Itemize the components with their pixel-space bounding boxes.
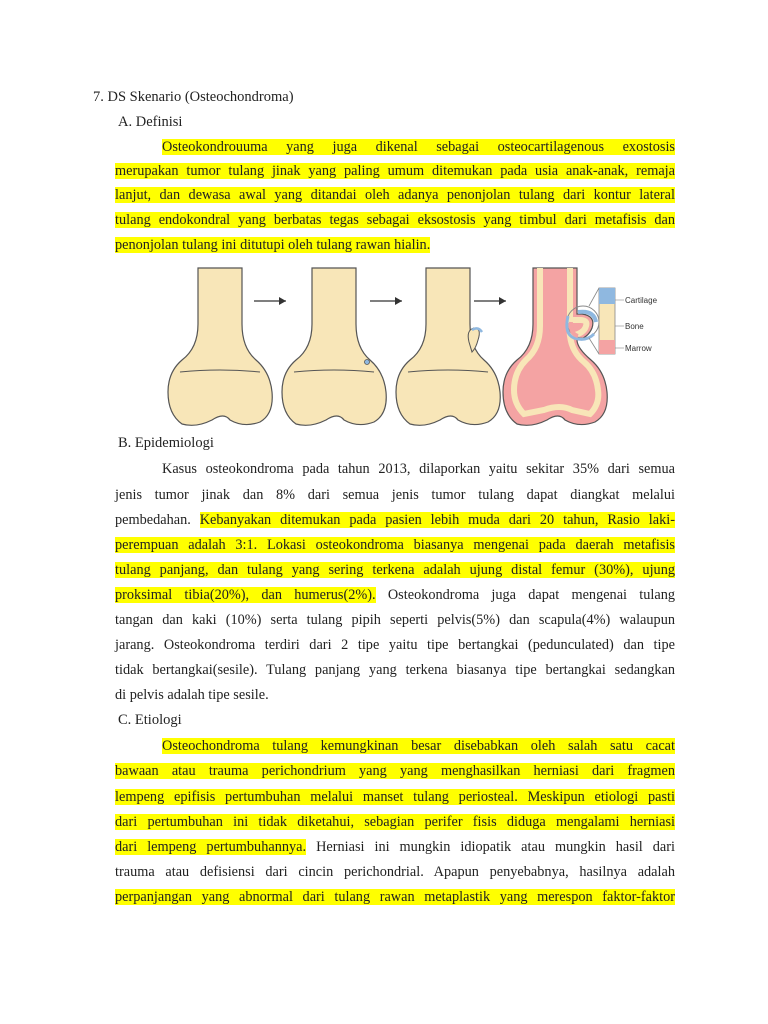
paragraph-line: pembedahan. Kebanyakan ditemukan pada pasien lebih muda dari 20 tahun, Rasio laki- [115, 512, 676, 528]
paragraph-line: tulang panjang, dan tulang yang sering terkena adalah ujung distal femur (30%), ujung [115, 562, 675, 578]
paragraph-line: merupakan tumor tulang jinak yang paling umum ditemukan pada usia anak-anak, remaja [115, 163, 675, 179]
paragraph-line: Kasus osteokondroma pada tahun 2013, dilaporkan yaitu sekitar 35% dari semua [162, 461, 675, 477]
paragraph-line: perempuan adalah 3:1. Lokasi osteokondroma biasanya mengenai pada daerah metafisis [115, 537, 675, 553]
paragraph-line: bawaan atau trauma perichondrium yang yang menghasilkan herniasi dari fragmen [115, 763, 675, 779]
heading-epidemiologi: B. Epidemiologi [118, 435, 214, 451]
paragraph-line: perpanjangan yang abnormal dari tulang rawan metaplastik yang merespon faktor-faktor [115, 889, 675, 905]
section-title: 7. DS Skenario (Osteochondroma) [93, 89, 294, 105]
paragraph-line: trauma atau defisiensi dari cincin perichondrial. Apapun penyebabnya, hasilnya adalah [115, 864, 675, 880]
paragraph-line: penonjolan tulang ini ditutupi oleh tulang rawan hialin. [115, 237, 431, 253]
paragraph-line: Osteokondrouuma yang juga dikenal sebagai osteocartilagenous exostosis [162, 139, 675, 155]
paragraph-line: Osteochondroma tulang kemungkinan besar disebabkan oleh salah satu cacat [162, 738, 675, 754]
osteochondroma-figure [160, 264, 675, 428]
bone-stage-3 [396, 268, 500, 425]
legend-bone: Bone [625, 322, 644, 331]
legend-marrow: Marrow [625, 344, 652, 353]
paragraph-line: jarang. Osteokondroma terdiri dari 2 tipe yaitu tipe bertangkai (pedunculated) dan tipe [115, 637, 675, 653]
paragraph-line: tangan dan kaki (10%) serta tulang pipih seperti pelvis(5%) dan scapula(4%) walaupun [115, 612, 675, 628]
paragraph-line: lempeng epifisis pertumbuhan melalui manset tulang periosteal. Meskipun etiologi pasti [115, 789, 675, 805]
paragraph-line: di pelvis adalah tipe sesile. [115, 687, 269, 703]
heading-etiologi: C. Etiologi [118, 712, 182, 728]
bone-stage-4 [503, 268, 607, 425]
paragraph-line: tidak bertangkai(sesile). Tulang panjang yang terkena biasanya tipe bertangkai sedangkan [115, 662, 675, 678]
bone-stage-1 [168, 268, 272, 425]
paragraph-line: tulang endokondral yang berbatas tegas sebagai eksostosis yang timbul dari metafisis dan [115, 212, 675, 228]
paragraph-line: lanjut, dan dewasa awal yang ditandai oleh adanya penonjolan tulang dari kontur lateral [115, 187, 675, 203]
paragraph-line: dari pertumbuhan ini tidak diketahui, sebagian perifer fisis diduga mengalami herniasi [115, 814, 675, 830]
paragraph-line: dari lempeng pertumbuhannya. Herniasi ini mungkin idiopatik atau mungkin hasil dari [115, 839, 675, 855]
bone-stage-2 [282, 268, 386, 425]
paragraph-line: proksimal tibia(20%), dan humerus(2%). Osteokondroma juga dapat mengenai tulang [115, 587, 675, 603]
heading-definisi: A. Definisi [118, 114, 183, 130]
paragraph-line: jenis tumor jinak dan 8% dari semua jenis tumor tulang dapat diangkat melalui [115, 487, 675, 503]
legend-cartilage: Cartilage [625, 296, 658, 305]
